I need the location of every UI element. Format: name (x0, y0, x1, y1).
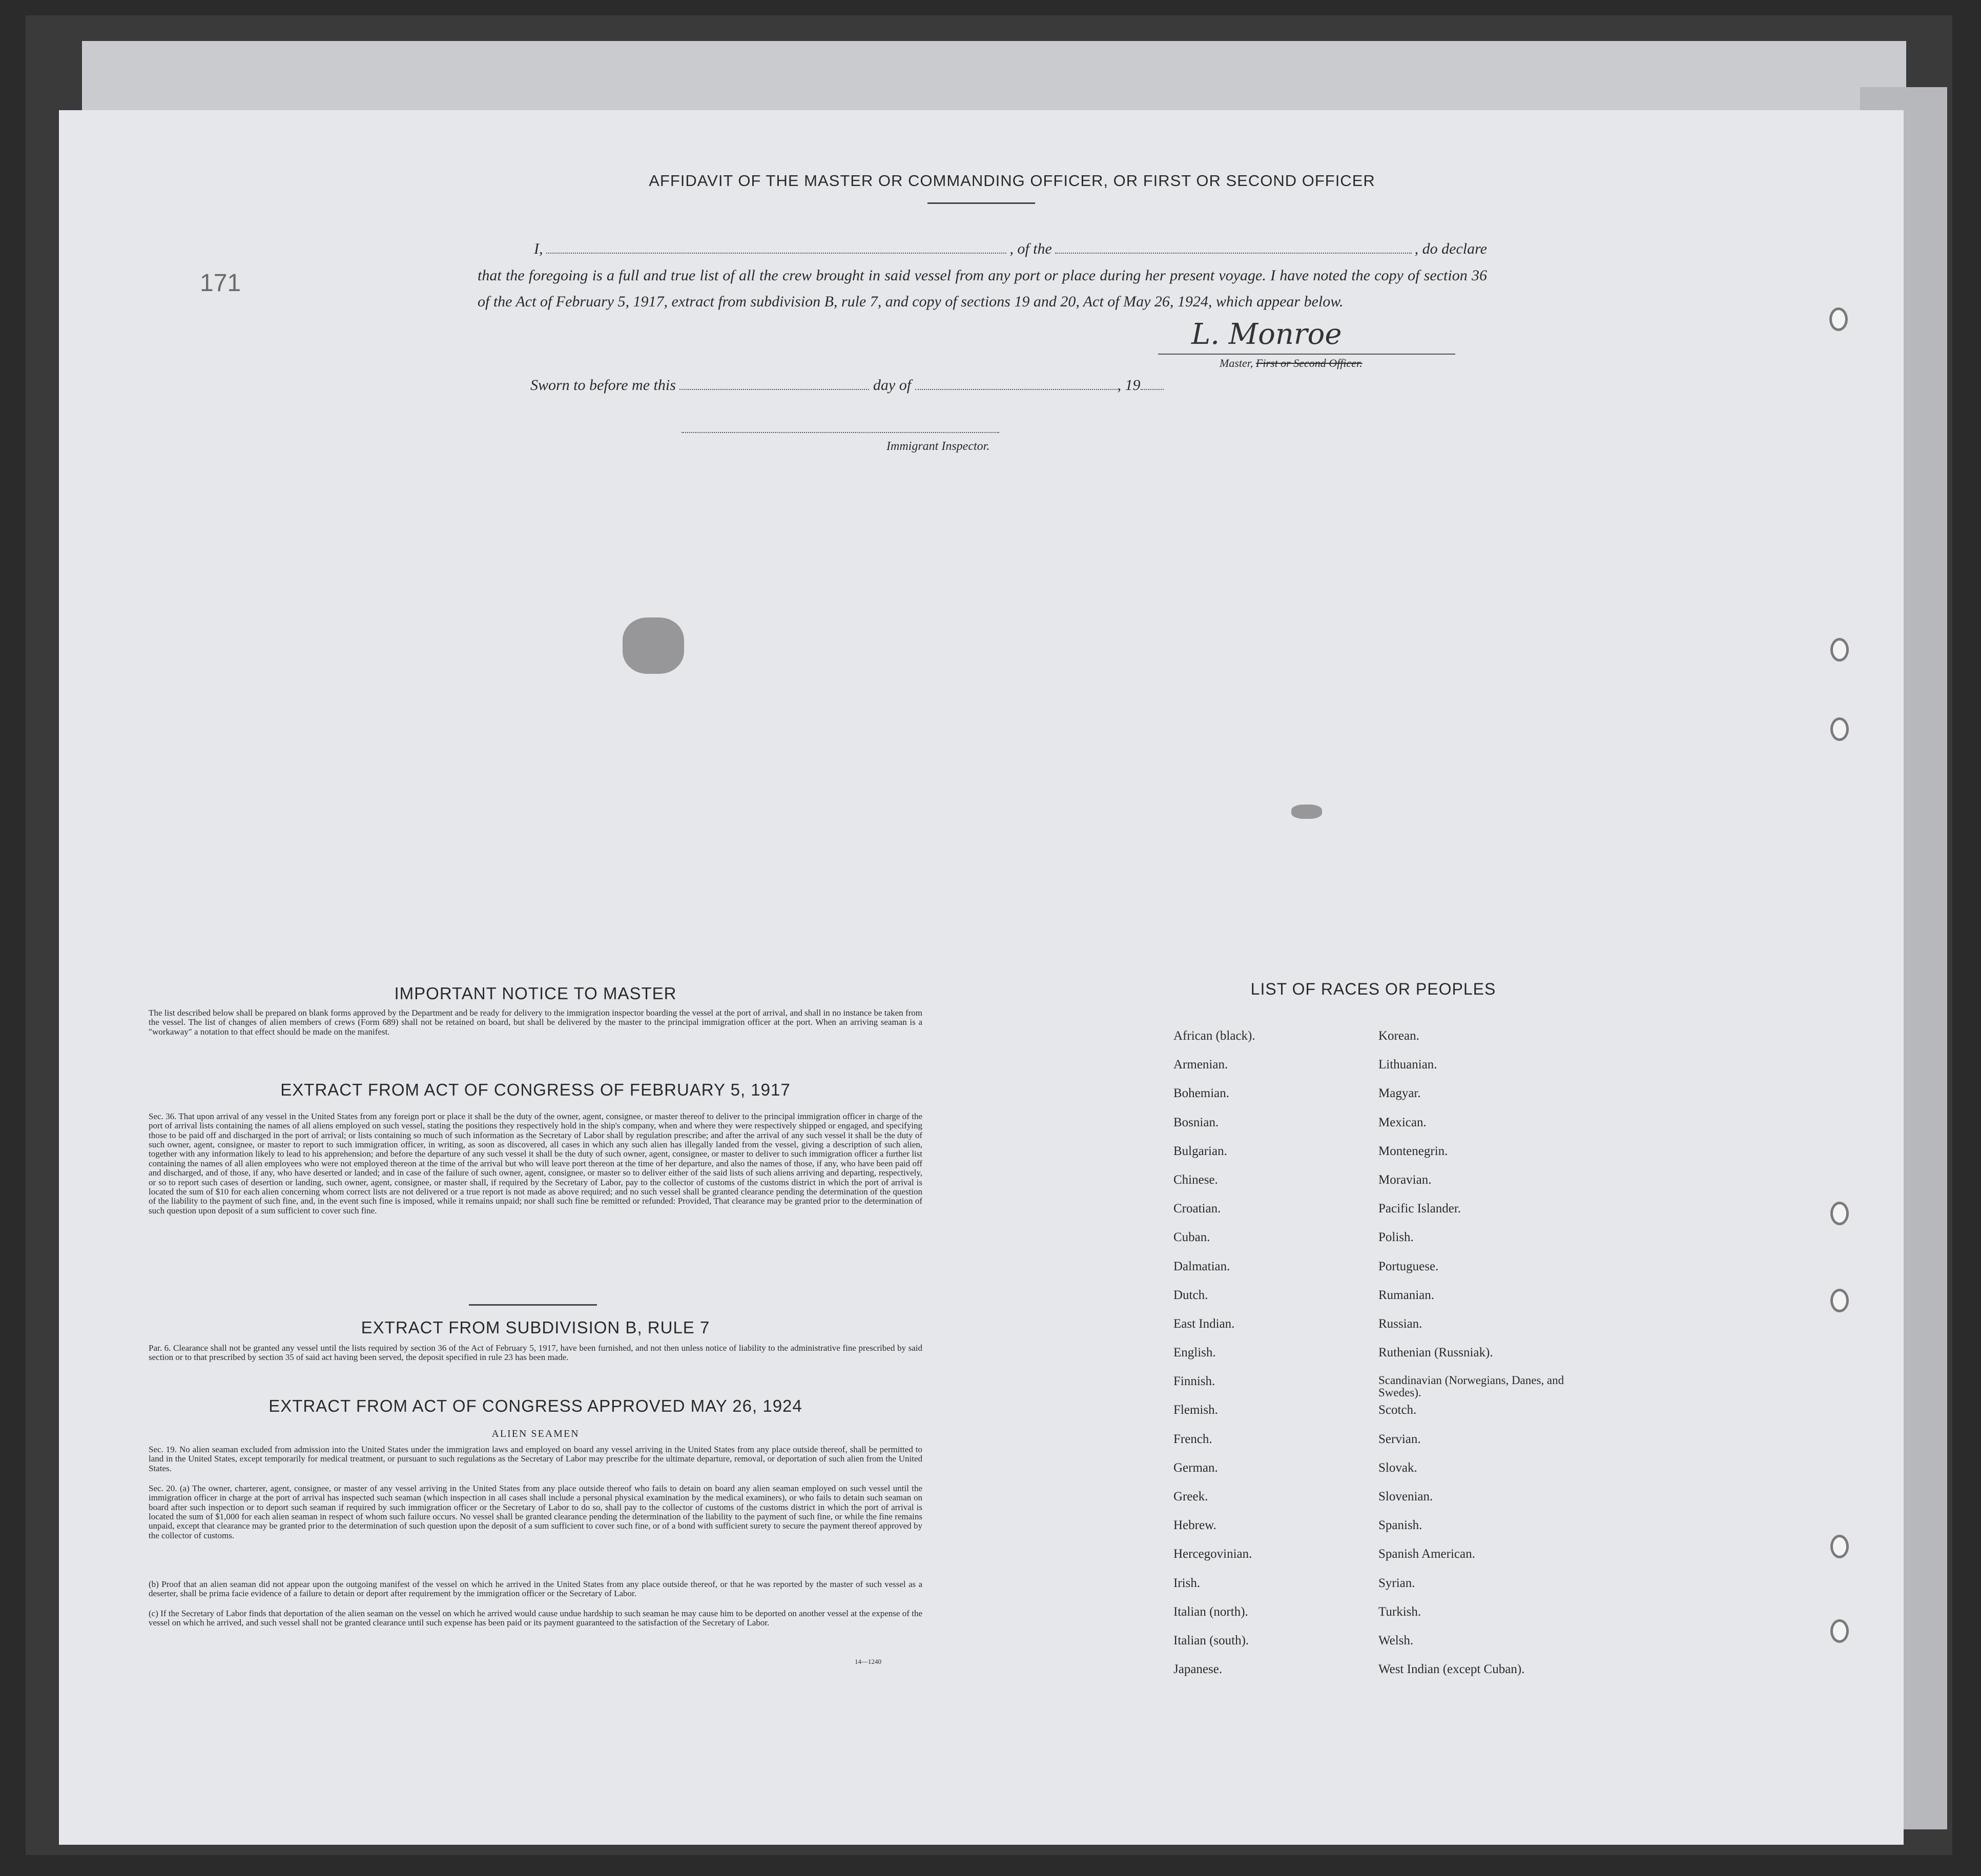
ink-smudge (1291, 805, 1322, 819)
race-item: African (black). (1173, 1029, 1255, 1043)
race-item: Cuban. (1173, 1230, 1210, 1245)
race-item: French. (1173, 1432, 1212, 1446)
race-item: German. (1173, 1460, 1218, 1475)
race-item: Slovenian. (1378, 1490, 1433, 1503)
inspector-label: Immigrant Inspector. (886, 440, 990, 453)
affidavit-title: AFFIDAVIT OF THE MASTER OR COMMANDING OFFICER, OR FIRST OR SECOND OFFICER (649, 172, 1375, 190)
binder-hole (1829, 307, 1848, 331)
extract-1917-title: EXTRACT FROM ACT OF CONGRESS OF FEBRUARY 5, 1917 (280, 1080, 791, 1099)
name-blank (546, 253, 1007, 254)
race-item: Ruthenian (Russniak). (1378, 1346, 1493, 1360)
race-item: Scandinavian (Norwegians, Danes, and Swedes). (1378, 1374, 1564, 1399)
race-item: Armenian. (1173, 1058, 1228, 1072)
races-column-2 (1378, 1029, 1604, 1691)
race-item: Montenegrin. (1378, 1144, 1448, 1158)
notice-text: The list described below shall be prepared on blank forms approved by the Department and be ready for delivery to the immigration inspector boarding the vessel at the port of arrival, and shall in no instance be taken from the vessel. The list of changes of alien members of crews (Form 689) shall not be retained on board, but shall be delivered by the master to the principal immigration officer at the port. When an arriving seaman is a "workaway" a notation to that effect should be made on the manifest. (149, 1008, 922, 1037)
extract-1917-text: Sec. 36. That upon arrival of any vessel in the United States from any foreign port or place it shall be the duty of the owner, agent, consignee, or master thereof to deliver to the principal immigration officer in charge of the port of arrival lists containing the names of all aliens employed on such vessel, stating the positions they respectively hold in the ship's company, when and where they were respectively shipped or engaged, and specifying those to be paid off and discharged in the port of arrival; or lists containing so much of such information as the Secretary of Labor shall by regulation prescribe; and after the arrival of any such vessel it shall be the duty of such owner, agent, consignee, or master to report to such immigration officer, in writing, as soon as discovered, all cases in which any such alien has illegally landed from the vessel, giving a description of such alien, together with any information likely to lead to his apprehension; and before the departure of any such vessel it shall be the duty of such owner, agent, consignee, or master to deliver to such immigration officer a further list containing the names of all alien employees who were not employed thereon at the time of the arrival but who will leave port thereon at the time of her departure, and also the names of those, if any, who have been paid off and discharged, and of those, if any, who have deserted or landed; and in case of the failure of such owner, agent, consignee, or master so to deliver either of the said lists of such aliens arriving and departing, respectively, or so to report such cases of desertion or landing, such owner, agent, consignee, or master shall, if required by the Secretary of Labor, pay to the collector of customs of the customs district in which the port of arrival is located the sum of $10 for each alien concerning whom correct lists are not delivered or a true report is not made as above required; and no such vessel shall be granted clearance pending the determination of the question of the liability to the payment of such fine, and, in the event such fine is imposed, while it remains unpaid; nor shall such fine be remitted or refunded: Provided, That clearance may be granted prior to the determination of such question upon deposit of a sum sufficient to cover such fine. (149, 1111, 922, 1215)
title-rule (927, 202, 1035, 204)
race-item: Bulgarian. (1173, 1144, 1227, 1158)
extract-1924-sec20b: (b) Proof that an alien seaman did not appear upon the outgoing manifest of the vessel on which he arrived in the United States from any place outside thereof, or that he was reported by the master of such vessel as a deserter, shall be prima facie evidence of a failure to detain or deport after requirement by the immigration officer or the Secretary of Labor. (149, 1579, 922, 1599)
extract-1924-title: EXTRACT FROM ACT OF CONGRESS APPROVED MAY 26, 1924 (269, 1396, 802, 1415)
master-signature: L. Monroe (1191, 318, 1342, 351)
binder-hole (1830, 717, 1849, 741)
alien-seamen-subtitle: ALIEN SEAMEN (491, 1428, 580, 1439)
notice-title: IMPORTANT NOTICE TO MASTER (394, 984, 677, 1003)
extract-1924-sec20c: (c) If the Secretary of Labor finds that deportation of the alien seaman on the vessel on which he arrived would cause undue hardship to such seaman he may cause him to be deported on another vessel at the expense of the vessel on which he arrived, and such vessel shall not be granted clearance until such expense has been paid or its payment guaranteed to the satisfaction of the Secretary of Labor. (149, 1609, 922, 1628)
race-item: Syrian. (1378, 1576, 1415, 1590)
extract-1924-sec20a: Sec. 20. (a) The owner, charterer, agent, consignee, or master of any vessel arriving in the United States from any place outside thereof who fails to detain on board any alien seaman employed on such vessel until the immigration officer in charge at the port of arrival has inspected such seaman (which inspection in all cases shall include a personal physical examination by the medical examiners), or who fails to detain such seaman on board after such inspection or to deport such seaman if required by such immigration officer or the Secretary of Labor to do so, shall pay to the collector of customs of the customs district in which the port of arrival is located the sum of $1,000 for each alien seaman in respect of whom such failure occurs. No vessel shall be granted clearance pending the determination of the liability to the payment of such fine, or while the fine remains unpaid, except that clearance may be granted prior to the determination of such question upon the deposit of a sum sufficient to cover such fine, or of a bond with sufficient surety to secure the payment thereof approved by the collector of customs. (149, 1483, 922, 1540)
race-item: Scotch. (1378, 1403, 1417, 1417)
text-i: I, (534, 240, 543, 257)
race-item: East Indian. (1173, 1316, 1235, 1331)
ink-smudge (623, 617, 684, 674)
inspector-signature-line (682, 432, 999, 433)
race-item: Croatian. (1173, 1202, 1221, 1216)
race-item: Magyar. (1378, 1086, 1421, 1101)
race-item: Polish. (1378, 1230, 1414, 1245)
race-item: Turkish. (1378, 1604, 1421, 1619)
binder-hole (1830, 1619, 1849, 1643)
struck-officer-text: First or Second Officer. (1255, 357, 1363, 369)
race-item: Korean. (1378, 1029, 1419, 1043)
text-of-the: , of the (1009, 240, 1052, 257)
race-item: Japanese. (1173, 1662, 1223, 1677)
race-item: Hercegovinian. (1173, 1547, 1252, 1561)
race-item: Dutch. (1173, 1288, 1208, 1302)
race-item: Mexican. (1378, 1115, 1427, 1129)
binder-hole (1830, 638, 1849, 662)
master-label: Master, First or Second Officer. (1220, 357, 1363, 369)
race-item: Pacific Islander. (1378, 1202, 1461, 1216)
race-item: Slovak. (1378, 1460, 1417, 1475)
text-do-declare: , do declare (1414, 240, 1487, 257)
race-item: English. (1173, 1346, 1216, 1360)
binder-hole (1830, 1202, 1849, 1225)
race-item: Flemish. (1173, 1403, 1218, 1417)
form-number: 14—1240 (855, 1658, 881, 1665)
races-column-1 (1173, 1029, 1389, 1691)
extract-1924-sec19: Sec. 19. No alien seaman excluded from admission into the United States under the immigration laws and employed on board any vessel arriving in the United States from any place outside thereof, shall be permitted to land in the United States, except temporarily for medical treatment, or pursuant to such regulations as the Secretary of Labor may prescribe for the ultimate departure, removal, or deportation of such alien from the United States. (149, 1445, 922, 1473)
race-item: Italian (south). (1173, 1633, 1249, 1647)
race-item: Lithuanian. (1378, 1058, 1437, 1072)
race-item: Greek. (1173, 1490, 1208, 1503)
race-item: Hebrew. (1173, 1518, 1216, 1533)
race-item: Russian. (1378, 1316, 1422, 1331)
race-item: Portuguese. (1378, 1259, 1439, 1273)
month-blank (915, 389, 1118, 390)
year-blank (1141, 389, 1164, 390)
extract-rule7-title: EXTRACT FROM SUBDIVISION B, RULE 7 (361, 1318, 710, 1337)
race-item: Spanish American. (1378, 1547, 1475, 1561)
signature-line (1158, 354, 1455, 355)
day-blank (679, 389, 869, 390)
affidavit-body (478, 236, 1487, 315)
declaration-line (478, 236, 1487, 262)
race-item: West Indian (except Cuban). (1378, 1662, 1525, 1677)
race-item: Moravian. (1378, 1172, 1432, 1187)
binder-hole (1830, 1535, 1849, 1558)
race-item: Dalmatian. (1173, 1259, 1230, 1273)
race-item: Bohemian. (1173, 1086, 1230, 1101)
races-title: LIST OF RACES OR PEOPLES (1250, 980, 1496, 998)
race-item: Chinese. (1173, 1172, 1218, 1187)
race-item: Finnish. (1173, 1374, 1215, 1389)
race-item: Irish. (1173, 1576, 1201, 1590)
margin-number: 171 (200, 270, 241, 297)
race-item: Italian (north). (1173, 1604, 1248, 1619)
declaration-text: that the foregoing is a full and true list of all the crew brought in said vessel from any port or place during her present voyage. I have noted the copy of section 36 of the Act of February 5, 1917, extract from subdivision B, rule 7, and copy of sections 19 and 20, Act of May 26, 1924, which appear below. (478, 266, 1487, 311)
sworn-line: Sworn to before me this day of , 19 (530, 377, 1164, 394)
vessel-blank (1055, 253, 1412, 254)
race-item: Servian. (1378, 1432, 1421, 1446)
binder-hole (1830, 1289, 1849, 1312)
race-item: Spanish. (1378, 1518, 1422, 1533)
extract-rule7-text: Par. 6. Clearance shall not be granted any vessel until the lists required by section 36 of the Act of February 5, 1917, have been furnished, and not then unless notice of liability to the administrative fine prescribed by said section or to that prescribed by section 35 of said act having been served, the deposit specified in rule 23 has been made. (149, 1343, 922, 1363)
race-item: Bosnian. (1173, 1115, 1219, 1129)
race-item: Welsh. (1378, 1633, 1414, 1647)
race-item: Rumanian. (1378, 1288, 1435, 1302)
section-rule (469, 1304, 597, 1306)
